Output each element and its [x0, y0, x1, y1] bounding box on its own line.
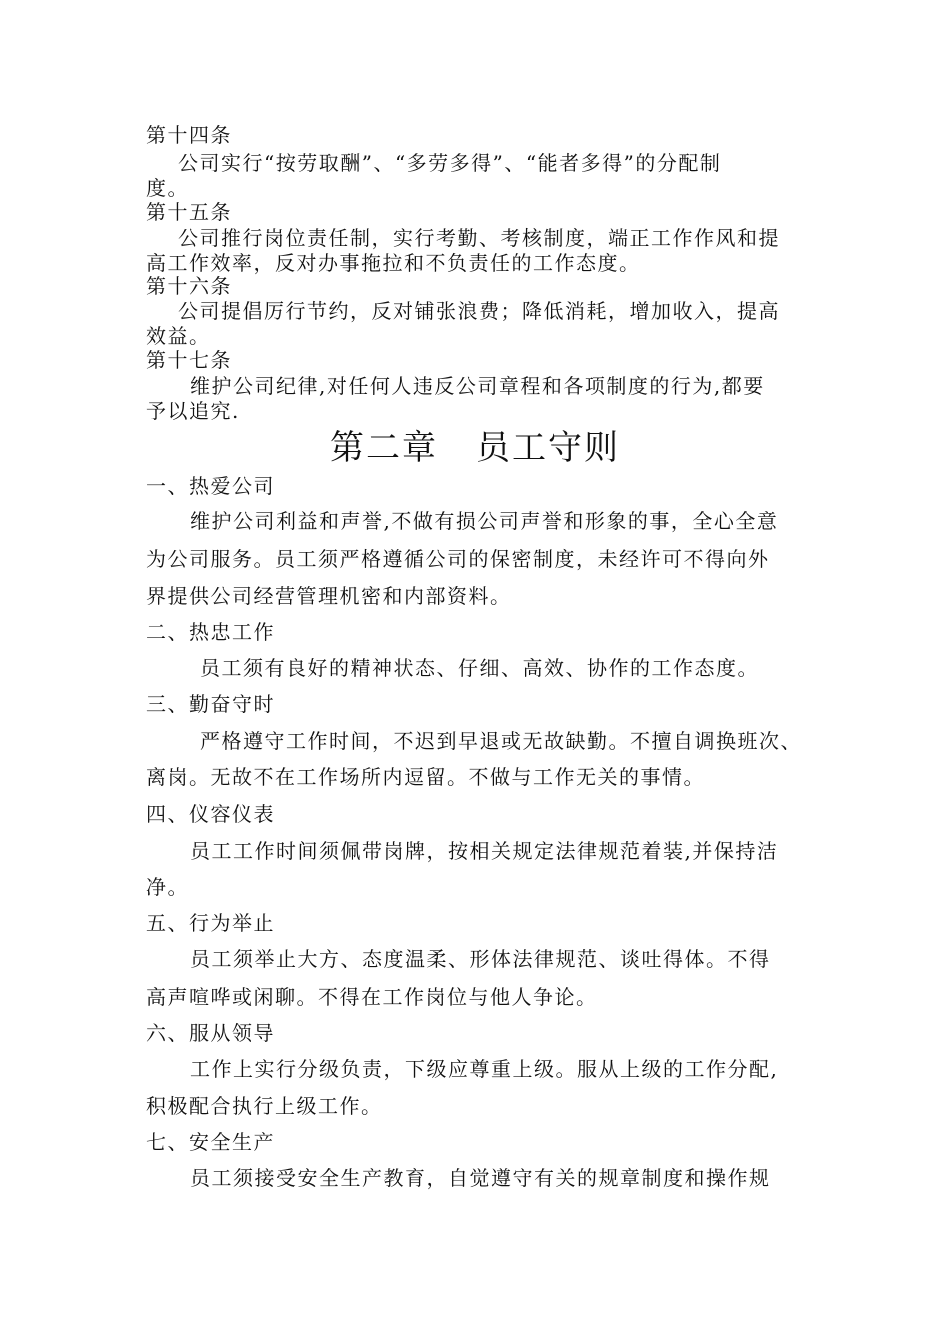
article-text-line: 高工作效率，反对办事拖拉和不负责任的工作态度。 [146, 251, 641, 275]
rule-text-line: 严格遵守工作时间，不迟到早退或无故缺勤。不擅自调换班次、 [200, 729, 802, 753]
article-text-line: 度。 [146, 176, 189, 200]
article-heading: 第十七条 [146, 348, 232, 372]
article-text-line: 效益。 [146, 324, 211, 348]
rule-heading: 三、勤奋守时 [146, 692, 275, 716]
article-heading: 第十五条 [146, 200, 232, 224]
article-text-line: 予以追究. [146, 399, 240, 423]
rule-text-line: 员工须接受安全生产教育，自觉遵守有关的规章制度和操作规 [190, 1166, 771, 1190]
article-text-line: 公司推行岗位责任制，实行考勤、考核制度，端正工作作风和提 [178, 226, 780, 250]
rule-text-line: 净。 [146, 875, 189, 899]
rule-heading: 一、热爱公司 [146, 474, 275, 498]
rule-text-line: 员工须举止大方、态度温柔、形体法律规范、谈吐得体。不得 [190, 947, 771, 971]
rule-text-line: 高声喧哗或闲聊。不得在工作岗位与他人争论。 [146, 985, 598, 1009]
chapter-title [0, 426, 950, 470]
article-heading: 第十四条 [146, 123, 232, 147]
rule-text-line: 工作上实行分级负责，下级应尊重上级。服从上级的工作分配, [190, 1057, 779, 1081]
rule-text-line: 界提供公司经营管理机密和内部资料。 [146, 584, 512, 608]
rule-heading: 七、安全生产 [146, 1130, 275, 1154]
article-text-line: 公司提倡厉行节约，反对铺张浪费；降低消耗，增加收入，提高 [178, 299, 780, 323]
rule-text-line: 为公司服务。员工须严格遵循公司的保密制度，未经许可不得向外 [146, 547, 770, 571]
rule-heading: 五、行为举止 [146, 911, 275, 935]
rule-heading: 六、服从领导 [146, 1021, 275, 1045]
rule-heading: 四、仪容仪表 [146, 802, 275, 826]
rule-heading: 二、热忠工作 [146, 620, 275, 644]
rule-text-line: 维护公司利益和声誉,不做有损公司声誉和形象的事，全心全意 [190, 509, 779, 533]
rule-text-line: 离岗。无故不在工作场所内逗留。不做与工作无关的事情。 [146, 765, 705, 789]
rule-text-line: 积极配合执行上级工作。 [146, 1094, 383, 1118]
article-text-line: 公司实行“按劳取酬”、“多劳多得”、“能者多得”的分配制 [178, 151, 722, 175]
rule-text-line: 员工须有良好的精神状态、仔细、高效、协作的工作态度。 [200, 656, 759, 680]
chapter-name: 员工守则 [476, 428, 620, 468]
article-text-line: 维护公司纪律,对任何人违反公司章程和各项制度的行为,都要 [190, 374, 765, 398]
chapter-number: 第二章 [330, 428, 438, 468]
rule-text-line: 员工工作时间须佩带岗牌，按相关规定法律规范着装,并保持洁 [190, 839, 779, 863]
article-heading: 第十六条 [146, 274, 232, 298]
